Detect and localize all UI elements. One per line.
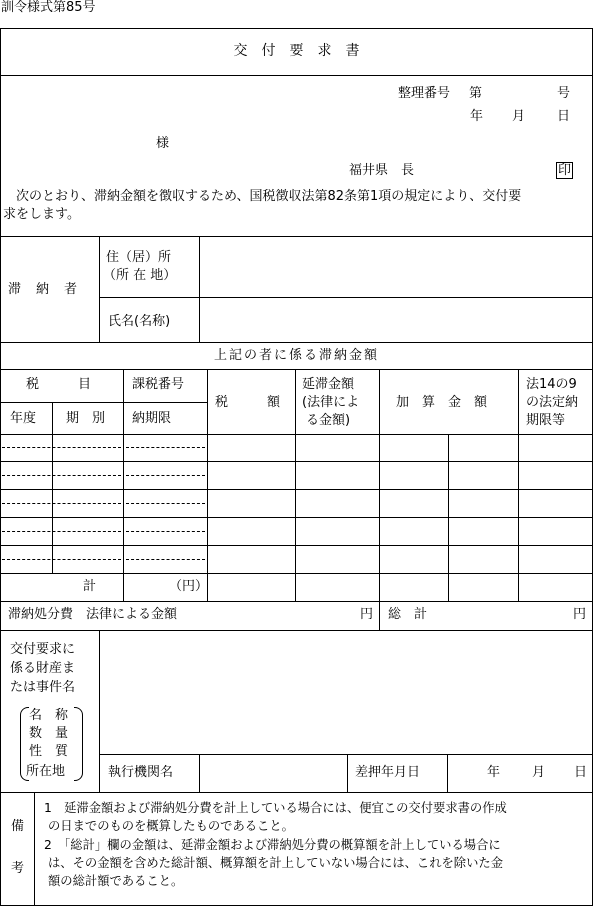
col-nouki: 納期限 [132, 411, 172, 426]
property-label-3: たは事件名 [10, 680, 76, 695]
col-hou-1: 法14の9 [526, 377, 577, 392]
name-label: 氏名(名称) [108, 314, 171, 329]
address-label-1: 住（居）所 [106, 250, 172, 265]
addressee-sama: 様 [156, 136, 170, 151]
col-kibetsu: 期 別 [66, 411, 106, 426]
col-nendo: 年度 [10, 411, 37, 426]
address-label-2: （所 在 地） [103, 268, 177, 283]
seiri-label: 整理番号 [398, 86, 451, 101]
day-label: 日 [557, 109, 571, 124]
sokei-yen: 円 [573, 607, 587, 622]
seizure-year: 年 [487, 765, 501, 780]
seizure-day: 日 [574, 765, 588, 780]
note-2-line-1: 2 「総計」欄の金額は、延滞金額および滞納処分費の概算額を計上している場合に [44, 838, 501, 852]
seizure-date-label: 差押年月日 [355, 765, 421, 780]
year-label: 年 [470, 109, 484, 124]
agency-label: 執行機関名 [108, 765, 174, 780]
sub-shozaichi: 所在地 [26, 764, 66, 779]
col-zeigaku: 税 額 [215, 395, 281, 410]
note-1-line-1: 1 延滞金額および滞納処分費を計上している場合には、便宜この交付要求書の作成 [44, 801, 507, 815]
col-zeimoku: 税 目 [26, 377, 92, 392]
sub-suuryou: 数 量 [29, 726, 69, 741]
body-line-1: 次のとおり、滞納金額を徴収するため、国税徴収法第82条第1項の規定により、交付要 [16, 189, 522, 204]
seal-mark: 印 [558, 163, 572, 178]
col-kazei: 課税番号 [132, 377, 185, 392]
col-hou-2: の法定納 [526, 395, 579, 410]
total-label: 計 [83, 579, 97, 594]
form-number: 訓令様式第85号 [1, 0, 96, 15]
page-title: 交 付 要 求 書 [233, 43, 360, 59]
body-line-2: 求をします。 [3, 207, 80, 222]
taxpayer-label: 滞 納 者 [8, 282, 79, 297]
note-1-line-2: の日までのものを概算したものであること。 [48, 819, 294, 833]
notes-label-1: 備 [11, 819, 25, 834]
bracket-right [74, 707, 83, 781]
seizure-month: 月 [532, 765, 546, 780]
col-hou-3: 期限等 [526, 413, 566, 428]
dai-label: 第 [469, 86, 483, 101]
amounts-section-title: 上記の者に係る滞納金額 [213, 348, 379, 363]
sokei-label: 総 計 [388, 607, 428, 622]
go-label: 号 [557, 86, 571, 101]
col-entai-2: (法律によ [302, 395, 360, 410]
col-kasan: 加 算 金 額 [396, 395, 488, 410]
month-label: 月 [512, 109, 526, 124]
sub-seishitsu: 性 質 [29, 744, 69, 759]
note-2-line-3: 額の総計額であること。 [48, 874, 184, 888]
fees-yen: 円 [360, 607, 374, 622]
note-2-line-2: は、その金額を含めた総計額、概算額を計上していない場合には、これを除いた金 [48, 856, 503, 870]
col-entai-3: る金額) [306, 413, 351, 428]
sub-meisho: 名 称 [29, 708, 69, 723]
property-label-2: 係る財産ま [10, 661, 76, 676]
property-label-1: 交付要求に [10, 642, 76, 657]
issuer-name: 福井県 長 [349, 163, 415, 178]
total-unit: （円） [169, 579, 209, 594]
fees-label: 滞納処分費 法律による金額 [8, 607, 178, 622]
notes-label-2: 考 [11, 861, 25, 876]
col-entai-1: 延滞金額 [302, 377, 355, 392]
